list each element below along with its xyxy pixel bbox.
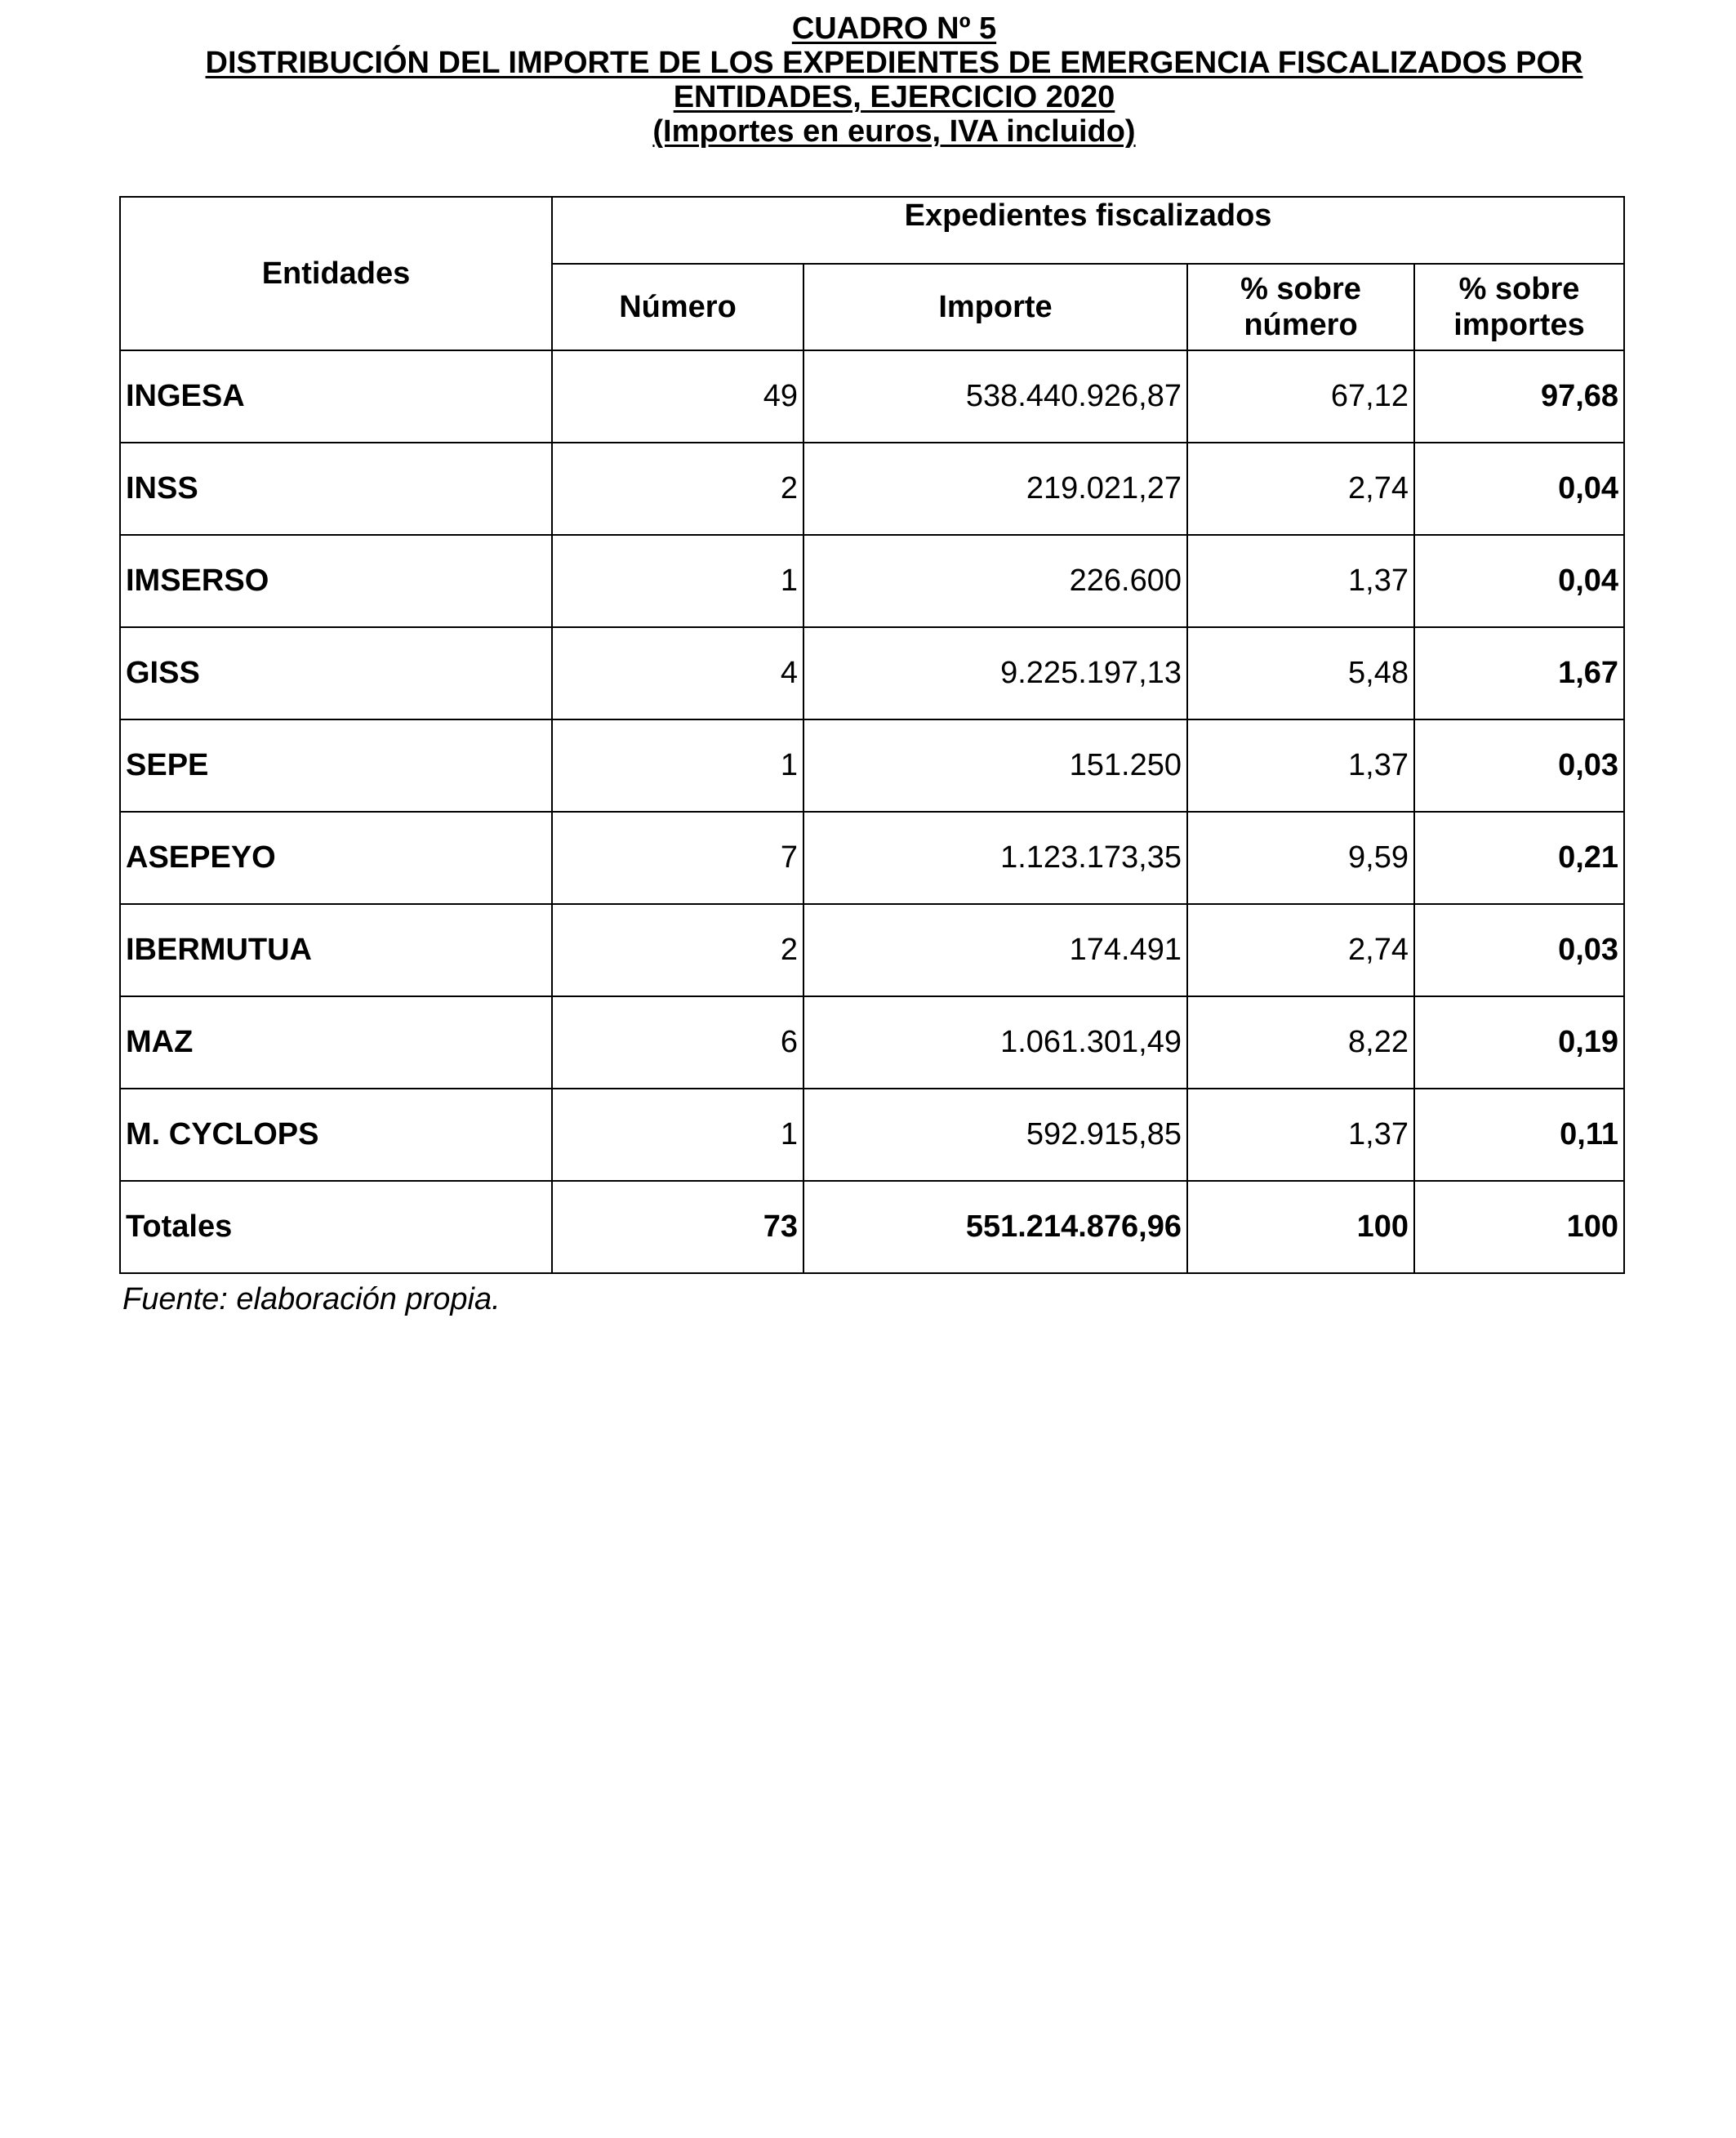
cell-numero: 1 xyxy=(552,719,803,812)
cell-importe: 151.250 xyxy=(803,719,1187,812)
table-caption xyxy=(0,11,1736,149)
cell-pct-numero: 9,59 xyxy=(1187,812,1414,904)
cell-numero: 4 xyxy=(552,627,803,719)
cell-importe: 1.123.173,35 xyxy=(803,812,1187,904)
cell-pct-importes: 0,04 xyxy=(1414,443,1624,535)
cell-pct-importes: 0,03 xyxy=(1414,904,1624,996)
cell-numero: 7 xyxy=(552,812,803,904)
cell-numero: 1 xyxy=(552,535,803,627)
cell-importe: 174.491 xyxy=(803,904,1187,996)
header-pct-numero xyxy=(1187,264,1414,350)
header-pct-importes-line2: importes xyxy=(1453,308,1585,342)
totals-row xyxy=(120,1181,1624,1273)
cell-pct-numero: 2,74 xyxy=(1187,443,1414,535)
header-pct-importes-line1: % sobre xyxy=(1458,272,1580,306)
table-row xyxy=(120,535,1624,627)
cell-pct-importes: 0,21 xyxy=(1414,812,1624,904)
cell-entidad: GISS xyxy=(120,627,552,719)
data-table xyxy=(119,196,1625,1274)
cell-entidad: INSS xyxy=(120,443,552,535)
cell-numero: 49 xyxy=(552,350,803,443)
cell-numero: 6 xyxy=(552,996,803,1089)
cell-entidad: SEPE xyxy=(120,719,552,812)
header-expedientes-fiscalizados: Expedientes fiscalizados xyxy=(552,197,1624,264)
header-numero: Número xyxy=(552,264,803,350)
cell-pct-importes: 97,68 xyxy=(1414,350,1624,443)
cell-importe: 226.600 xyxy=(803,535,1187,627)
cell-numero: 2 xyxy=(552,904,803,996)
caption-units: (Importes en euros, IVA incluido) xyxy=(652,114,1136,149)
cell-totales-label: Totales xyxy=(120,1181,552,1273)
cell-pct-importes: 1,67 xyxy=(1414,627,1624,719)
cell-total-pct-importes: 100 xyxy=(1414,1181,1624,1273)
caption-title-line1: DISTRIBUCIÓN DEL IMPORTE DE LOS EXPEDIENTES DE EMERGENCIA FISCALIZADOS POR xyxy=(205,46,1583,80)
cell-entidad: INGESA xyxy=(120,350,552,443)
cell-importe: 1.061.301,49 xyxy=(803,996,1187,1089)
cell-pct-numero: 2,74 xyxy=(1187,904,1414,996)
header-entidades: Entidades xyxy=(120,197,552,350)
cell-pct-numero: 67,12 xyxy=(1187,350,1414,443)
cell-entidad: M. CYCLOPS xyxy=(120,1089,552,1181)
cell-pct-numero: 1,37 xyxy=(1187,719,1414,812)
table-row xyxy=(120,627,1624,719)
source-note: Fuente: elaboración propia. xyxy=(122,1282,501,1316)
cell-entidad: IBERMUTUA xyxy=(120,904,552,996)
cell-pct-importes: 0,03 xyxy=(1414,719,1624,812)
table-row xyxy=(120,1089,1624,1181)
cell-total-pct-numero: 100 xyxy=(1187,1181,1414,1273)
table-row xyxy=(120,350,1624,443)
cell-pct-importes: 0,04 xyxy=(1414,535,1624,627)
cell-pct-importes: 0,11 xyxy=(1414,1089,1624,1181)
table-row xyxy=(120,812,1624,904)
table-row xyxy=(120,443,1624,535)
header-pct-numero-line1: % sobre xyxy=(1240,272,1361,306)
table-row xyxy=(120,719,1624,812)
cell-importe: 592.915,85 xyxy=(803,1089,1187,1181)
header-importe: Importe xyxy=(803,264,1187,350)
cell-entidad: IMSERSO xyxy=(120,535,552,627)
cell-entidad: ASEPEYO xyxy=(120,812,552,904)
cell-pct-importes: 0,19 xyxy=(1414,996,1624,1089)
caption-title-line2: ENTIDADES, EJERCICIO 2020 xyxy=(673,80,1115,114)
cell-importe: 219.021,27 xyxy=(803,443,1187,535)
cell-importe: 538.440.926,87 xyxy=(803,350,1187,443)
header-pct-numero-line2: número xyxy=(1244,308,1358,342)
cell-pct-numero: 5,48 xyxy=(1187,627,1414,719)
table-row xyxy=(120,904,1624,996)
table-row xyxy=(120,996,1624,1089)
cell-total-numero: 73 xyxy=(552,1181,803,1273)
cell-pct-numero: 8,22 xyxy=(1187,996,1414,1089)
cell-importe: 9.225.197,13 xyxy=(803,627,1187,719)
cell-entidad: MAZ xyxy=(120,996,552,1089)
caption-number: CUADRO Nº 5 xyxy=(791,11,997,46)
cell-numero: 2 xyxy=(552,443,803,535)
cell-pct-numero: 1,37 xyxy=(1187,535,1414,627)
cell-numero: 1 xyxy=(552,1089,803,1181)
cell-pct-numero: 1,37 xyxy=(1187,1089,1414,1181)
header-pct-importes xyxy=(1414,264,1624,350)
cell-total-importe: 551.214.876,96 xyxy=(803,1181,1187,1273)
